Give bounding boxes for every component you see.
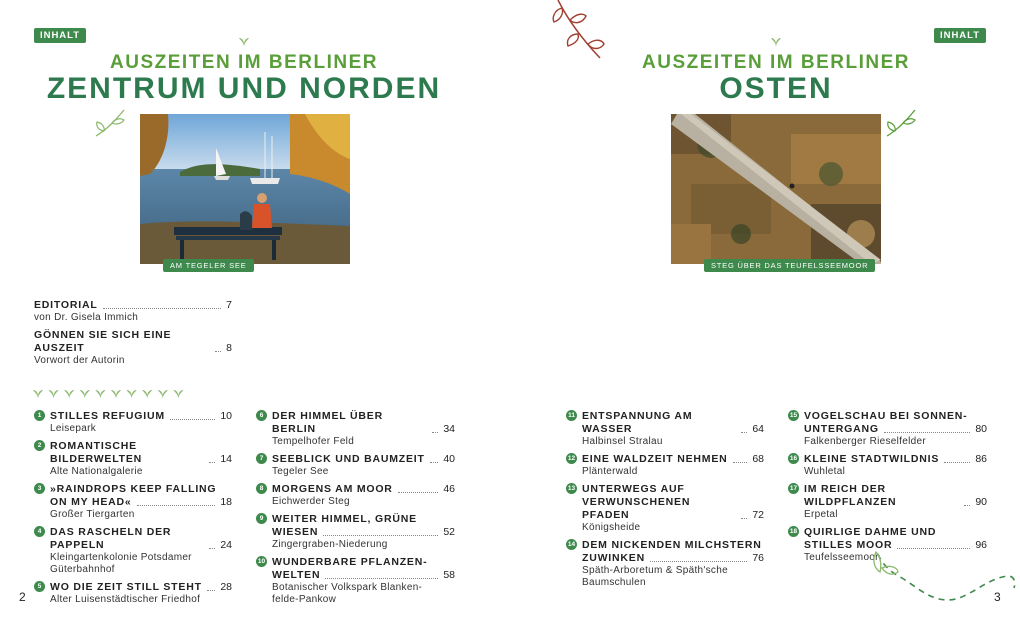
toc-title: WEITER HIMMEL, GRÜNE xyxy=(272,513,417,525)
toc-title-cont: STILLES MOOR xyxy=(804,539,893,551)
entry-number-badge: 2 xyxy=(34,440,45,451)
right-heading-line1: AUSZEITEN IM BERLINER xyxy=(642,52,910,73)
toc-title: STILLES REFUGIUM xyxy=(50,410,165,422)
toc-entry[interactable] xyxy=(257,556,455,606)
toc-subtitle: Botanischer Volkspark Blanken-felde-Pankow xyxy=(272,582,423,605)
toc-entry[interactable] xyxy=(37,483,232,521)
toc-title: UNTERWEGS AUF xyxy=(582,483,685,495)
toc-subtitle: Königsheide xyxy=(582,522,641,533)
entry-number-badge: 9 xyxy=(256,513,267,524)
toc-column-1 xyxy=(37,410,232,611)
toc-page: 58 xyxy=(443,569,455,581)
entry-number-badge: 5 xyxy=(34,581,45,592)
toc-entry[interactable] xyxy=(789,453,987,478)
toc-subtitle: Teufelsseemoor xyxy=(804,552,879,563)
entry-number-badge: 11 xyxy=(566,410,577,421)
toc-subtitle: Halbinsel Stralau xyxy=(582,436,663,447)
toc-entry[interactable] xyxy=(259,453,455,478)
entry-number-badge: 1 xyxy=(34,410,45,421)
toc-page: 80 xyxy=(975,423,987,435)
entry-number-badge: 16 xyxy=(789,455,798,462)
toc-page: 14 xyxy=(220,453,232,465)
photo-teufelsseemoor xyxy=(671,114,881,264)
toc-page: 46 xyxy=(443,483,455,495)
sprout-divider xyxy=(32,387,192,399)
toc-title-cont: ZUWINKEN xyxy=(582,552,645,564)
left-heading-line1: AUSZEITEN IM BERLINER xyxy=(110,52,378,73)
toc-page: 18 xyxy=(220,496,232,508)
caption-tegeler-see: AM TEGELER SEE xyxy=(163,259,254,272)
entry-number-badge: 10 xyxy=(257,558,266,565)
toc-subtitle: Erpetal xyxy=(804,509,838,520)
toc-page: 72 xyxy=(752,509,764,521)
entry-number-badge: 4 xyxy=(34,526,45,537)
left-heading-line2: ZENTRUM UND NORDEN xyxy=(46,72,442,105)
toc-title: »RAINDROPS KEEP FALLING xyxy=(50,483,217,495)
toc-subtitle: Großer Tiergarten xyxy=(50,509,135,520)
toc-page: 40 xyxy=(443,453,455,465)
toc-entry-vorwort[interactable] xyxy=(34,329,232,367)
intro-section xyxy=(34,299,232,372)
toc-page: 68 xyxy=(752,453,764,465)
toc-subtitle: Plänterwald xyxy=(582,466,638,477)
toc-title: IM REICH DER WILDPFLANZEN xyxy=(804,483,897,508)
toc-page: 28 xyxy=(220,581,232,593)
toc-page: 90 xyxy=(975,496,987,508)
toc-title: WO DIE ZEIT STILL STEHT xyxy=(50,581,202,593)
toc-page: 96 xyxy=(975,539,987,551)
toc-subtitle: Kleingartenkolonie Potsdamer Güterbahnhof xyxy=(50,552,192,575)
toc-page: 52 xyxy=(443,526,455,538)
toc-title: DER HIMMEL ÜBER BERLIN xyxy=(272,410,383,435)
toc-subtitle: Alte Nationalgalerie xyxy=(50,466,143,477)
toc-entry[interactable] xyxy=(259,483,455,508)
toc-title: SEEBLICK UND BAUMZEIT xyxy=(272,453,425,465)
toc-page: 24 xyxy=(220,539,232,551)
toc-title: KLEINE STADTWILDNIS xyxy=(804,453,940,465)
sprout-icon xyxy=(238,37,250,47)
toc-entry[interactable] xyxy=(789,410,987,448)
toc-entry[interactable] xyxy=(259,513,455,551)
toc-subtitle: Späth-Arboretum & Späth'sche Baumschulen xyxy=(582,565,728,588)
toc-page: 34 xyxy=(443,423,455,435)
toc-subtitle: Falkenberger Rieselfelder xyxy=(804,436,927,447)
toc-title: DEM NICKENDEN MILCHSTERN xyxy=(582,539,762,551)
toc-title-cont: WIESEN xyxy=(272,526,319,538)
entry-number-badge: 7 xyxy=(256,453,267,464)
toc-entry[interactable] xyxy=(567,539,764,589)
contents-badge-right: INHALT xyxy=(934,28,986,43)
toc-title-cont: UNTERGANG xyxy=(804,423,879,435)
toc-page: 10 xyxy=(220,410,232,422)
toc-page: 64 xyxy=(752,423,764,435)
toc-subtitle: Alter Luisenstädtischer Friedhof xyxy=(50,594,201,605)
toc-subtitle: Zingergraben-Niederung xyxy=(272,539,388,550)
toc-title: ENTSPANNUNG AM WASSER xyxy=(582,410,693,435)
right-heading-line2: OSTEN xyxy=(719,72,833,105)
toc-page: 8 xyxy=(226,342,232,354)
toc-entry[interactable] xyxy=(789,483,987,521)
entry-number-badge: 13 xyxy=(567,485,576,492)
toc-page: 86 xyxy=(975,453,987,465)
toc-entry[interactable] xyxy=(567,453,764,478)
toc-entry[interactable] xyxy=(37,440,232,478)
toc-entry[interactable] xyxy=(37,526,232,576)
toc-column-4 xyxy=(789,410,987,569)
toc-title: QUIRLIGE DAHME UND xyxy=(804,526,937,538)
entry-number-badge: 12 xyxy=(567,455,576,462)
toc-title: WUNDERBARE PFLANZEN- xyxy=(272,556,428,568)
toc-title: EDITORIAL xyxy=(34,299,98,311)
entry-number-badge: 3 xyxy=(34,483,45,494)
toc-title: EINE WALDZEIT NEHMEN xyxy=(582,453,728,465)
toc-subtitle: Wuhletal xyxy=(804,466,846,477)
toc-entry[interactable] xyxy=(37,410,232,435)
toc-column-3 xyxy=(567,410,764,594)
toc-title: VOGELSCHAU BEI SONNEN- xyxy=(804,410,968,422)
toc-title: DAS RASCHELN DER PAPPELN xyxy=(50,526,172,551)
toc-subtitle: Tegeler See xyxy=(272,466,329,477)
entry-number-badge: 6 xyxy=(256,410,267,421)
toc-entry[interactable] xyxy=(567,483,764,534)
toc-subtitle: von Dr. Gisela Immich xyxy=(34,312,139,323)
toc-subtitle: Vorwort der Autorin xyxy=(34,355,125,366)
page-number-right: 3 xyxy=(994,590,1001,604)
entry-number-badge: 14 xyxy=(567,541,576,548)
toc-title: GÖNNEN SIE SICH EINE AUSZEIT xyxy=(34,329,172,354)
toc-entry[interactable] xyxy=(259,410,455,448)
toc-entry[interactable] xyxy=(37,581,232,606)
toc-subtitle: Leisepark xyxy=(50,423,97,434)
toc-page: 76 xyxy=(752,552,764,564)
toc-title-cont: VERWUNSCHENEN PFADEN xyxy=(582,496,691,521)
entry-number-badge: 15 xyxy=(789,412,798,419)
toc-title-cont: WELTEN xyxy=(272,569,321,581)
entry-number-badge: 8 xyxy=(256,483,267,494)
page-number-left: 2 xyxy=(19,590,26,604)
sprout-icon xyxy=(770,37,782,47)
leaf-sprig-icon xyxy=(885,108,917,138)
leaf-sprig-icon xyxy=(94,108,126,138)
photo-tegeler-see xyxy=(140,114,350,264)
toc-title: ROMANTISCHE BILDERWELTEN xyxy=(50,440,143,465)
toc-entry-editorial[interactable] xyxy=(34,299,232,324)
caption-teufelsseemoor: STEG ÜBER DAS TEUFELSSEEMOOR xyxy=(704,259,875,272)
toc-subtitle: Eichwerder Steg xyxy=(272,496,350,507)
contents-badge-left: INHALT xyxy=(34,28,86,43)
toc-subtitle: Tempelhofer Feld xyxy=(272,436,355,447)
toc-column-2 xyxy=(257,410,455,611)
toc-entry[interactable] xyxy=(568,410,764,448)
toc-page: 7 xyxy=(226,299,232,311)
toc-title-cont: ON MY HEAD« xyxy=(50,496,132,508)
entry-number-badge: 18 xyxy=(789,528,798,535)
toc-title: MORGENS AM MOOR xyxy=(272,483,393,495)
entry-number-badge: 17 xyxy=(789,485,798,492)
